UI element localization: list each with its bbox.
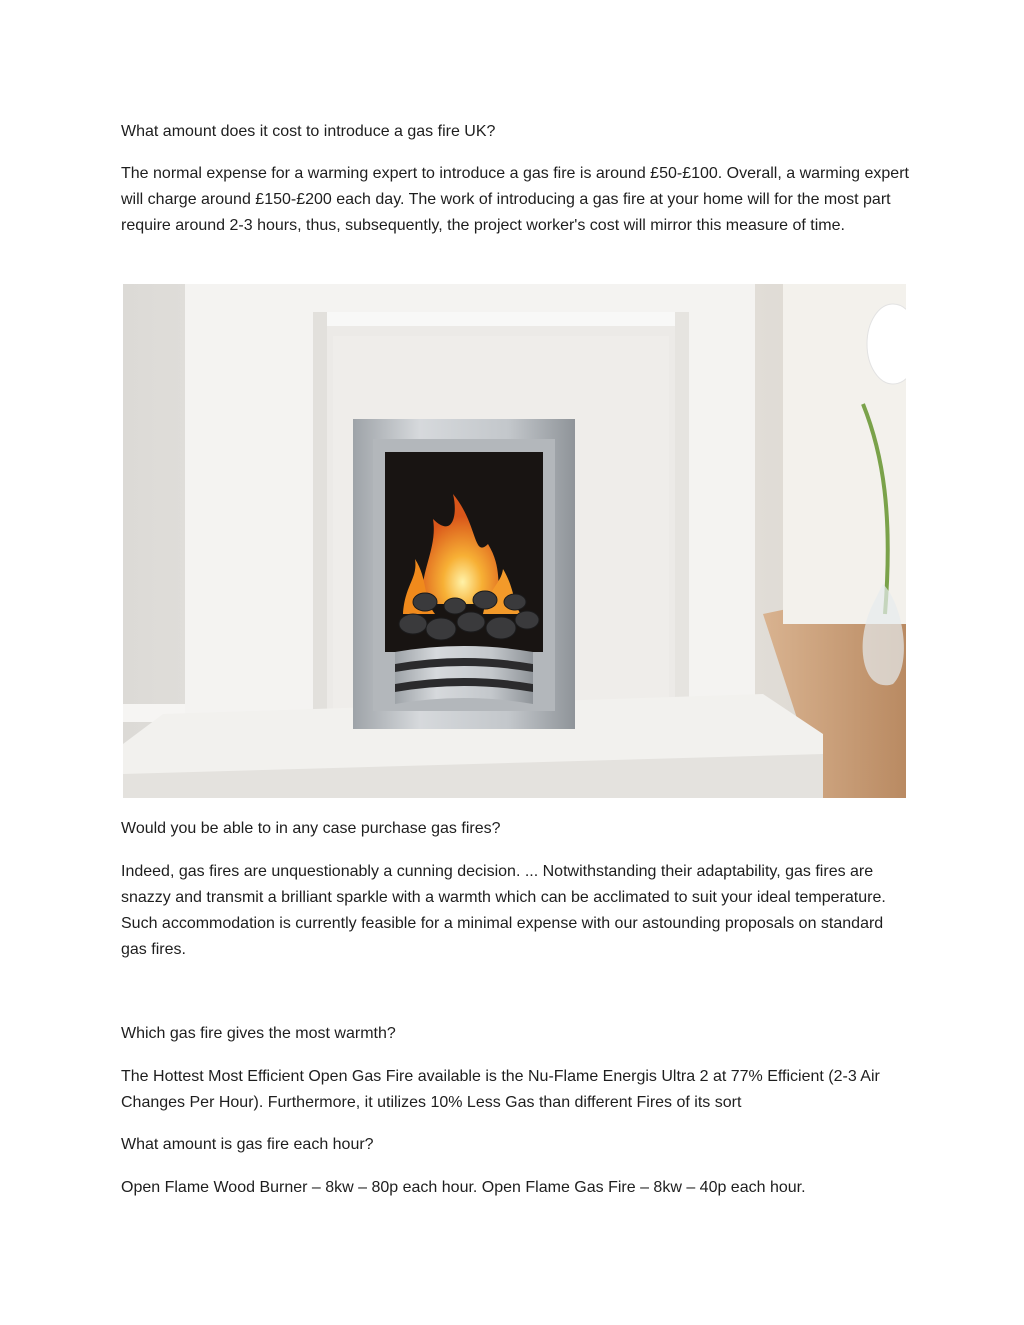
answer-paragraph-warmth: The Hottest Most Efficient Open Gas Fire available is the Nu-Flame Energis Ultra 2 at 77% Efficient (2-3 Air Changes Per Hour). Furthermore, it utilizes 10% Less Gas than different Fires of its sort xyxy=(121,1068,880,1111)
answer-paragraph-purchase: Indeed, gas fires are unquestionably a cunning decision. ... Notwithstanding their adaptability, gas fires are snazzy and transmit a brilliant sparkle with a warmth which can be acclimated to suit your ideal temperature. Such accommodation is currently feasible for a minimal expense with our astounding proposals on standard gas fires. xyxy=(121,863,886,958)
question-heading-purchase: Would you be able to in any case purchase gas fires? xyxy=(121,820,501,837)
question-heading-hourly-cost: What amount is gas fire each hour? xyxy=(121,1136,374,1153)
question-heading-warmth: Which gas fire gives the most warmth? xyxy=(121,1025,396,1042)
question-heading-cost: What amount does it cost to introduce a gas fire UK? xyxy=(121,123,496,140)
answer-paragraph-hourly-cost: Open Flame Wood Burner – 8kw – 80p each hour. Open Flame Gas Fire – 8kw – 40p each hour. xyxy=(121,1179,806,1196)
answer-paragraph-cost: The normal expense for a warming expert to introduce a gas fire is around £50-£100. Overall, a warming expert will charge around £150-£200 each day. The work of introducing a gas fire at your home will for the most part require around 2-3 hours, thus, subsequently, the project worker's cost will mirror this measure of time. xyxy=(121,165,909,234)
fireplace-photo xyxy=(123,284,906,798)
